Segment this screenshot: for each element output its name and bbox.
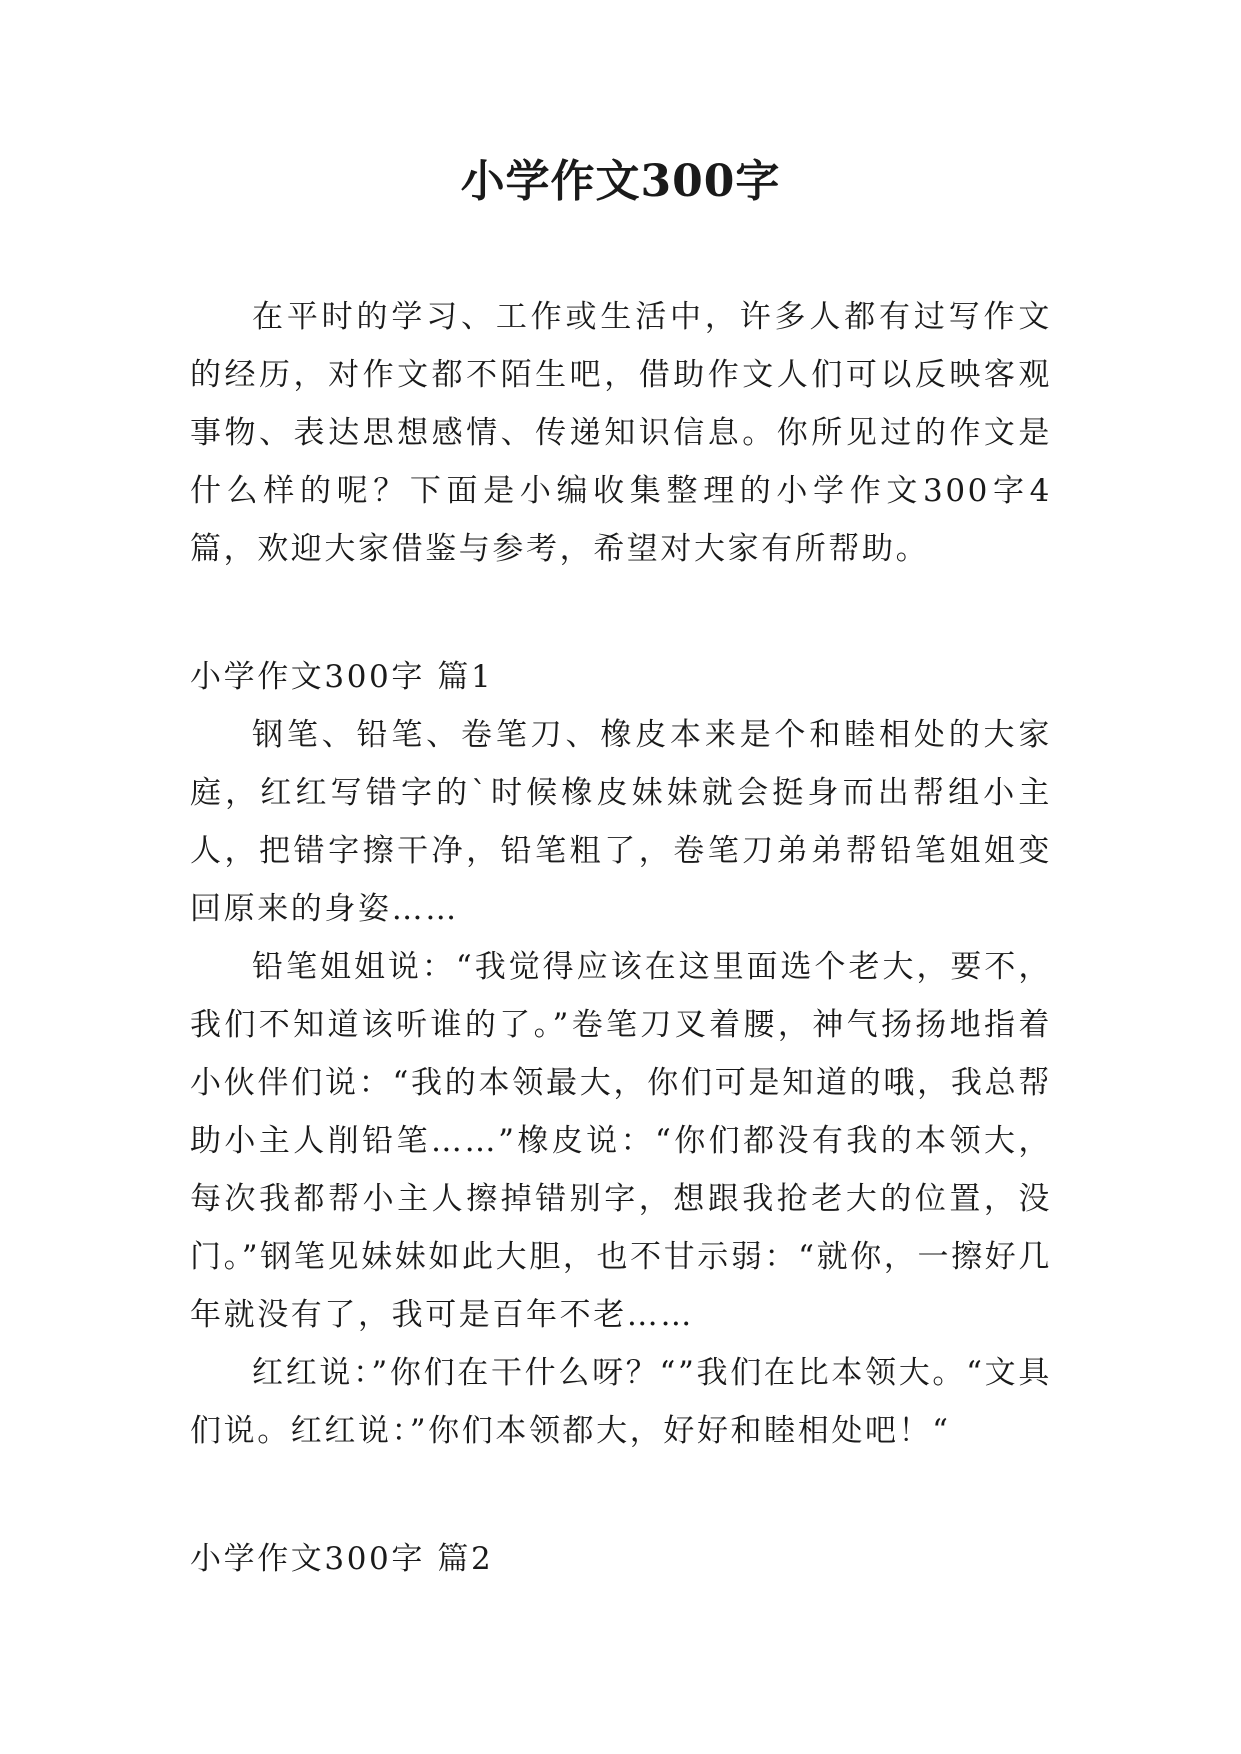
- section-1: [190, 648, 1052, 1460]
- intro-paragraph: 在平时的学习、工作或生活中，许多人都有过写作文的经历，对作文都不陌生吧，借助作文人们可以反映客观事物、表达思想感情、传递知识信息。你所见过的作文是什么样的呢？下面是小编收集整理的小学作文300字4篇，欢迎大家借鉴与参考，希望对大家有所帮助。: [190, 299, 1052, 567]
- document-title: 小学作文300字: [460, 156, 781, 207]
- section-1-paragraph-1: 钢笔、铅笔、卷笔刀、橡皮本来是个和睦相处的大家庭，红红写错字的`时候橡皮妹妹就会挺身而出帮组小主人，把错字擦干净，铅笔粗了，卷笔刀弟弟帮铅笔姐姐变回原来的身姿……: [190, 717, 1052, 927]
- section-2-heading: 小学作文300字 篇2: [190, 1541, 494, 1577]
- document-body: [190, 288, 1052, 1588]
- section-1-paragraph-3: 红红说：”你们在干什么呀？“”我们在比本领大。“文具们说。红红说：”你们本领都大，好好和睦相处吧！“: [190, 1355, 1052, 1449]
- section-1-paragraph-2: 铅笔姐姐说：“我觉得应该在这里面选个老大，要不，我们不知道该听谁的了。”卷笔刀叉着腰，神气扬扬地指着小伙伴们说：“我的本领最大，你们可是知道的哦，我总帮助小主人削铅笔……”橡皮说：“你们都没有我的本领大，每次我都帮小主人擦掉错别字，想跟我抢老大的位置，没门。”钢笔见妹妹如此大胆，也不甘示弱：“就你，一擦好几年就没有了，我可是百年不老……: [190, 949, 1052, 1333]
- section-divider: [190, 1460, 1052, 1530]
- section-2: [190, 1530, 1052, 1588]
- section-1-heading: 小学作文300字 篇1: [190, 659, 494, 695]
